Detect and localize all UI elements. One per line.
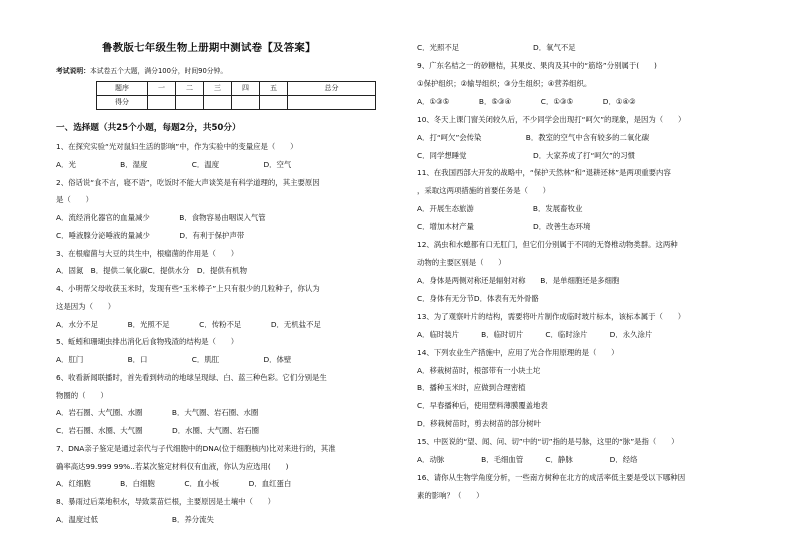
- question-line: 确率高达99.999 99%..若某次鉴定材料仅有血液，你认为应选用( ): [56, 461, 289, 471]
- question-line: A．开展生态旅游 B．发展畜牧业: [417, 204, 583, 214]
- question-line: 2、俗话说“食不言，寝不语”，吃饭时不能大声谈笑是有科学道理的，其主要原因: [56, 177, 320, 187]
- question-line: A．移栽树苗时，根部带有一小块土坨: [417, 365, 541, 375]
- question-line: 7、DNA亲子鉴定是通过亲代与子代细胞中的DNA(位于细胞核内)比对来进行的，其准: [56, 443, 336, 453]
- question-line: A．流经消化器官的血量减少 B．食物容易由咽误入气管: [56, 213, 266, 222]
- question-line: C．早春播种后，使用塑料薄膜覆盖地表: [417, 401, 548, 411]
- score-cell: [176, 96, 204, 110]
- exam-note-text: 本试卷五个大题，满分100分，时间90分钟。: [89, 67, 228, 75]
- question-line: 10、冬天上课门窗关闭较久后，不少同学会出现打“呵欠”的现象，是因为（ ）: [417, 114, 686, 124]
- question-line: 8、暴雨过后菜地积水，导致菜苗烂根，主要原因是土壤中（ ）: [56, 497, 276, 506]
- question-line: C．光照不足 D．氧气不足: [417, 43, 576, 52]
- question-line: 是（ ）: [56, 195, 93, 205]
- score-table-score-row: [97, 96, 376, 110]
- score-cell: [288, 96, 376, 110]
- question-line: 9、广东名桔之一的砂糖桔，其果皮、果肉及其中的“筋络”分别属于( ): [417, 60, 657, 70]
- question-line: B．播种玉米时，应做到合理密植: [417, 383, 526, 393]
- question-line: C．增加木材产量 D．改善生态环境: [417, 222, 591, 232]
- score-header-cell: 三: [204, 82, 232, 96]
- question-line: 素的影响？（ ）: [417, 491, 484, 500]
- question-line: C．身体有无分节D．体表有无外骨骼: [417, 293, 539, 303]
- question-line: A．①③⑤ B．⑤③④ C．①③⑤ D．①④②: [417, 96, 636, 106]
- score-table-header-row: [97, 82, 376, 96]
- score-header-cell: 总分: [288, 82, 376, 96]
- question-line: A．温度过低 B．养分流失: [56, 514, 214, 524]
- exam-note: [56, 68, 227, 75]
- score-header-cell: 五: [260, 82, 288, 96]
- score-header-cell: 二: [176, 82, 204, 96]
- question-line: A．打“呵欠”会传染 B．教室的空气中含有较多的二氧化碳: [417, 132, 650, 142]
- question-line: A．身体是两侧对称还是辐射对称 B．是单细胞还是多细胞: [417, 275, 620, 285]
- question-line: 物圈的（ ）: [56, 390, 108, 400]
- question-line: 6、收看新闻联播时，首先看到转动的地球呈现绿、白、蓝三种色彩。它们分别是生: [56, 372, 327, 382]
- score-cell: [204, 96, 232, 110]
- question-line: D．移栽树苗时，剪去树苗的部分树叶: [417, 419, 541, 429]
- question-line: A．固氮 B．提供二氧化碳C．提供水分 D．提供有机物: [56, 266, 247, 276]
- question-line: A．光 B．湿度 C．温度 D．空气: [56, 159, 292, 169]
- question-line: ，采取这两项措施的首要任务是（ ）: [417, 186, 551, 196]
- score-header-cell: 题序: [97, 82, 148, 96]
- question-line: 11、在我国西部大开发的战略中，“保护天然林”和“退耕还林”是两项重要内容: [417, 168, 671, 178]
- score-cell: [260, 96, 288, 110]
- question-line: 4、小明帮父母收获玉米时，发现有些“玉米棒子”上只有很少的几粒种子，你认为: [56, 284, 320, 293]
- question-line: C．岩石圈、水圈、大气圈 D．水圈、大气圈、岩石圈: [56, 426, 260, 435]
- question-line: 15、中医说的“望、闻、问、切”中的“切”指的是号脉，这里的“脉”是指（ ）: [417, 437, 679, 447]
- section-heading: 一、选择题（共25个小题，每题2分，共50分）: [56, 123, 241, 133]
- question-line: 3、在根瘤菌与大豆的共生中，根瘤菌的作用是（ ）: [56, 248, 239, 258]
- question-line: 12、涡虫和水螅都有口无肛门，但它们分别属于不同的无脊椎动物类群。这两种: [417, 240, 678, 250]
- question-line: 1、在探究实验“光对鼠妇生活的影响”中，作为实验中的变量应是（ ）: [56, 142, 298, 151]
- score-cell: [148, 96, 176, 110]
- score-row-label: 得分: [97, 96, 148, 110]
- document-title: 鲁教版七年级生物上册期中测试卷【及答案】: [102, 42, 316, 54]
- question-line: 5、蚯蚓和珊瑚虫排出消化后食物残渣的结构是（ ）: [56, 337, 239, 347]
- question-line: C．同学想睡觉 D．大家养成了打“呵欠”的习惯: [417, 150, 636, 160]
- left-column: [56, 0, 396, 550]
- question-line: A．动脉 B．毛细血管 C．静脉 D．经络: [417, 455, 638, 465]
- question-line: ①保护组织；②输导组织；③分生组织；④营养组织。: [417, 78, 592, 88]
- question-line: A．临时装片 B．临时切片 C．临时涂片 D．永久涂片: [417, 329, 653, 339]
- question-line: C．唾液腺分泌唾液的量减少 D．有利于保护声带: [56, 230, 245, 240]
- score-header-cell: 一: [148, 82, 176, 96]
- question-line: 14、下列农业生产措施中，应用了光合作用原理的是（ ）: [417, 347, 619, 357]
- exam-note-label: 考试说明：: [56, 67, 90, 75]
- score-header-cell: 四: [232, 82, 260, 96]
- question-line: A．水分不足 B．光照不足 C．传粉不足 D．无机盐不足: [56, 319, 321, 329]
- question-line: A．肛门 B．口 C．肌肛 D．体壁: [56, 355, 292, 364]
- question-line: 13、为了观察叶片的结构，需要将叶片制作成临时玻片标本，该标本属于（ ）: [417, 311, 686, 321]
- question-line: A．红细胞 B．白细胞 C．血小板 D．血红蛋白: [56, 479, 292, 489]
- question-line: 16、请你从生物学角度分析，一些南方树种在北方的成活率低主要是受以下哪种因: [417, 473, 686, 483]
- question-line: 动物的主要区别是（ ）: [417, 258, 506, 268]
- question-line: 这是因为（ ）: [56, 301, 116, 311]
- right-column: [417, 0, 757, 550]
- score-table: [96, 81, 376, 110]
- question-line: A．岩石圈、大气圈、水圈 B．大气圈、岩石圈、水圈: [56, 408, 259, 418]
- score-cell: [232, 96, 260, 110]
